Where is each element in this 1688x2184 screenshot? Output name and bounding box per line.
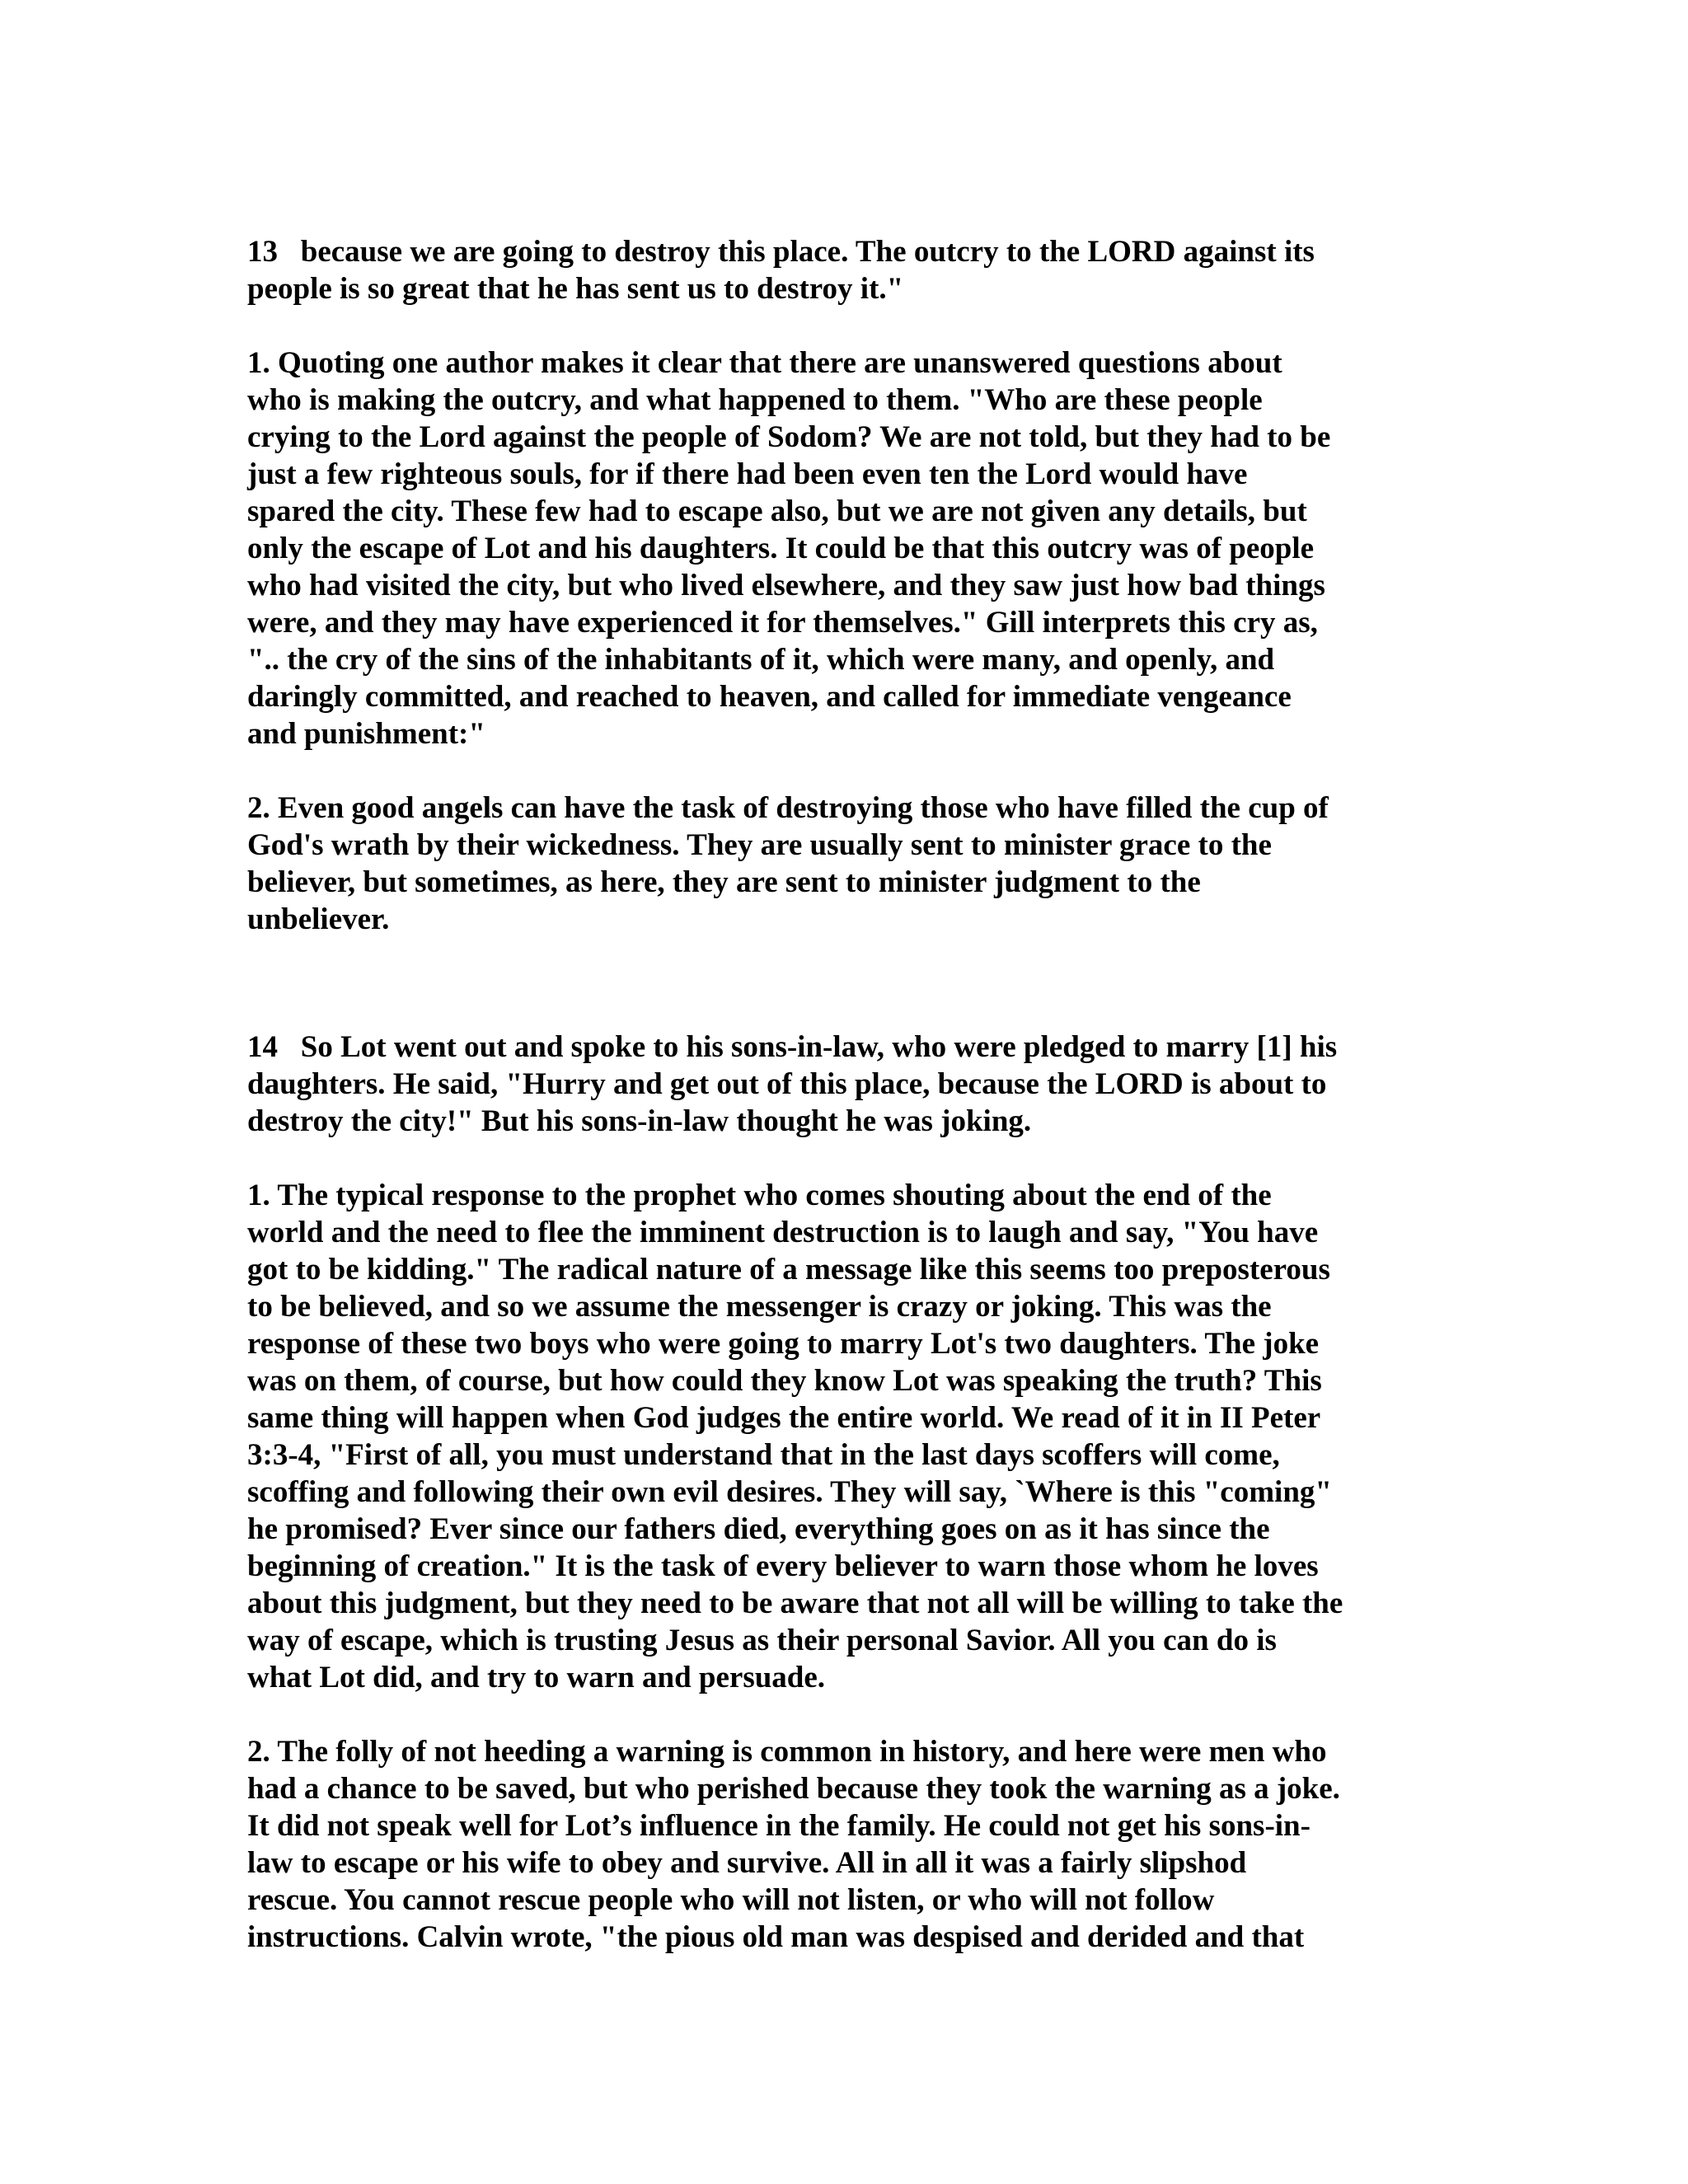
text-line: 1. The typical response to the prophet who comes shouting about the end of the [247,1179,1272,1212]
text-line: what Lot did, and try to warn and persuade. [247,1661,826,1694]
text-line: and punishment:" [247,717,485,751]
text-line: believer, but sometimes, as here, they are sent to minister judgment to the [247,865,1201,899]
text-line: was on them, of course, but how could they know Lot was speaking the truth? This [247,1364,1322,1398]
text-line: destroy the city!" But his sons-in-law thought he was joking. [247,1104,1032,1138]
text-line: 14 So Lot went out and spoke to his sons-in-law, who were pledged to marry [1] his [247,1030,1338,1064]
verse-14 [247,1029,1451,1140]
text-line: unbeliever. [247,902,390,936]
text-line: were, and they may have experienced it for themselves." Gill interprets this cry as, [247,606,1318,640]
text-line: way of escape, which is trusting Jesus as their personal Savior. All you can do is [247,1624,1277,1657]
document-page [247,233,1451,1956]
text-line: had a chance to be saved, but who perished because they took the warning as a joke. [247,1772,1340,1806]
text-line: who had visited the city, but who lived elsewhere, and they saw just how bad things [247,569,1325,602]
text-line: scoffing and following their own evil desires. They will say, `Where is this "coming" [247,1475,1332,1509]
text-line: world and the need to flee the imminent destruction is to laugh and say, "You have [247,1216,1319,1249]
text-line: daughters. He said, "Hurry and get out of this place, because the LORD is about to [247,1067,1327,1101]
verse-13 [247,233,1451,307]
text-line: 3:3-4, "First of all, you must understand that in the last days scoffers will come, [247,1438,1280,1472]
text-line: got to be kidding." The radical nature of a message like this seems too preposterous [247,1253,1330,1286]
text-line: response of these two boys who were going to marry Lot's two daughters. The joke [247,1327,1320,1361]
verse-14-comment-2 [247,1733,1451,1956]
text-line: he promised? Ever since our fathers died, everything goes on as it has since the [247,1512,1270,1546]
verse-13-comment-1 [247,344,1451,752]
verse-13-comment-2 [247,790,1451,938]
text-line: daringly committed, and reached to heaven, and called for immediate vengeance [247,680,1292,714]
text-line: spared the city. These few had to escape also, but we are not given any details, but [247,494,1307,528]
text-line: people is so great that he has sent us to destroy it." [247,272,904,306]
text-line: crying to the Lord against the people of Sodom? We are not told, but they had to be [247,420,1331,454]
text-line: 13 because we are going to destroy this place. The outcry to the LORD against its [247,235,1315,269]
text-line: God's wrath by their wickedness. They are usually sent to minister grace to the [247,828,1272,862]
text-line: 1. Quoting one author makes it clear that there are unanswered questions about [247,346,1282,380]
text-line: about this judgment, but they need to be aware that not all will be willing to take the [247,1586,1343,1620]
verse-14-comment-1 [247,1177,1451,1696]
text-line: instructions. Calvin wrote, "the pious old man was despised and derided and that [247,1920,1305,1954]
text-line: 2. Even good angels can have the task of destroying those who have filled the cup of [247,791,1329,825]
text-line: beginning of creation." It is the task of every believer to warn those whom he loves [247,1549,1319,1583]
text-line: only the escape of Lot and his daughters. It could be that this outcry was of people [247,532,1315,565]
text-line: same thing will happen when God judges the entire world. We read of it in II Peter [247,1401,1321,1435]
text-line: 2. The folly of not heeding a warning is common in history, and here were men who [247,1735,1327,1769]
text-line: to be believed, and so we assume the messenger is crazy or joking. This was the [247,1290,1272,1324]
text-line: who is making the outcry, and what happened to them. "Who are these people [247,383,1263,417]
text-line: just a few righteous souls, for if there had been even ten the Lord would have [247,457,1248,491]
text-line: law to escape or his wife to obey and survive. All in all it was a fairly slipshod [247,1846,1247,1880]
text-line: rescue. You cannot rescue people who will not listen, or who will not follow [247,1883,1215,1917]
text-line: ".. the cry of the sins of the inhabitants of it, which were many, and openly, and [247,643,1275,677]
text-line: It did not speak well for Lot’s influence in the family. He could not get his sons-in- [247,1809,1311,1843]
